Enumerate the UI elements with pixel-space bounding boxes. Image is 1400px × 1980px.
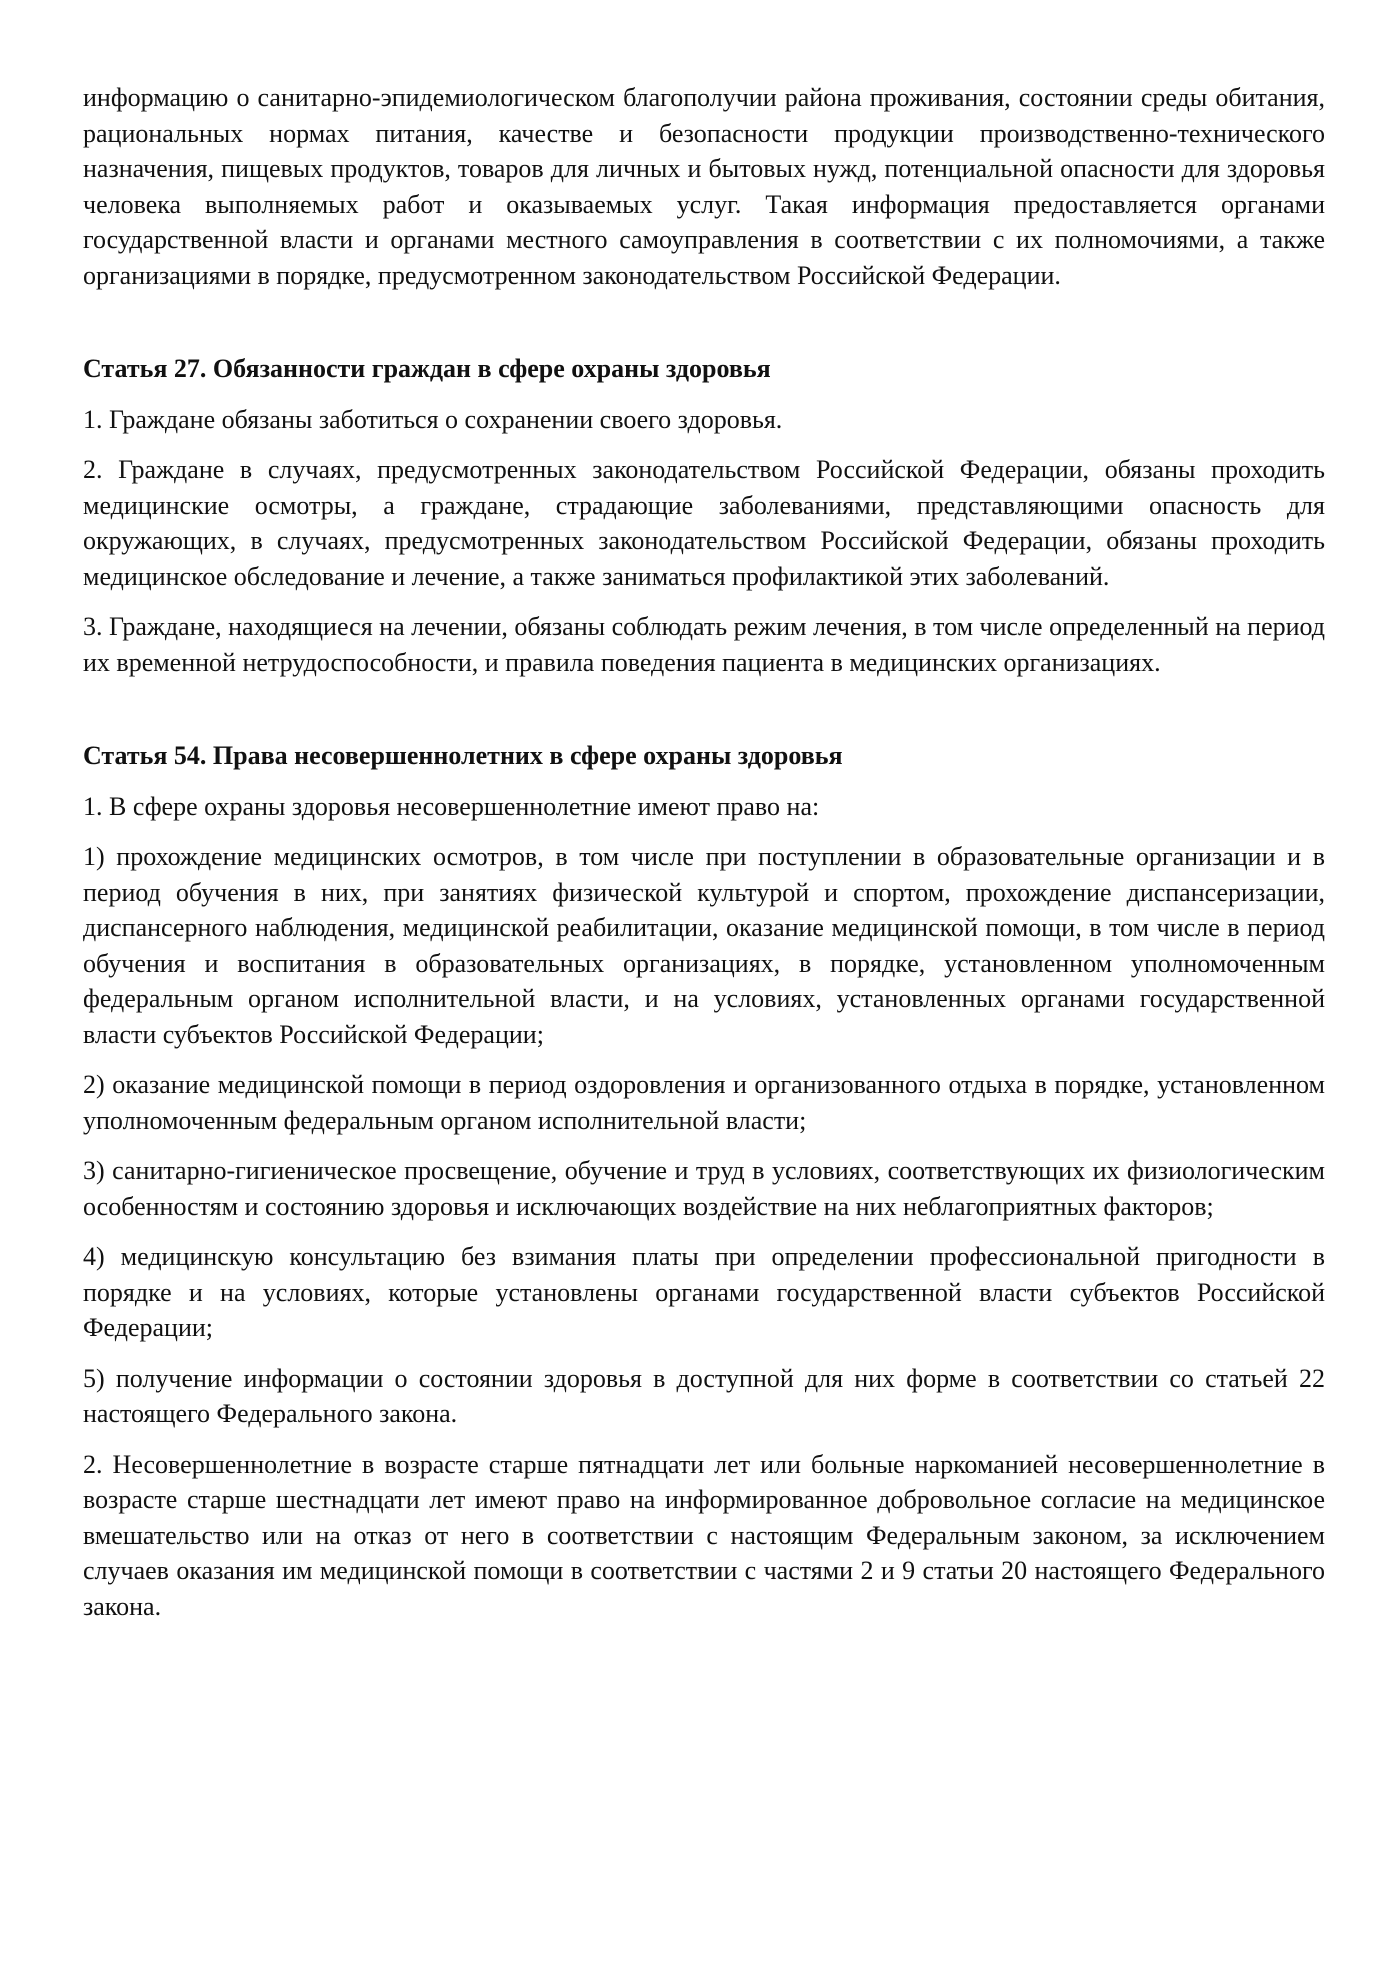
document-page bbox=[83, 80, 1325, 1639]
article-54-paragraph: 1. В сфере охраны здоровья несовершеннолетние имеют право на: bbox=[83, 791, 820, 821]
article-54-list-item: 2) оказание медицинской помощи в период оздоровления и организованного отдыха в порядке, установленном уполномоченным федеральным органом исполнительной власти; bbox=[83, 1070, 1325, 1135]
article-27-paragraph: 2. Граждане в случаях, предусмотренных законодательством Российской Федерации, обязаны проходить медицинские осмотры, а граждане, страдающие заболеваниями, представляющими опасность для окружающих, в случаях, предусмотренных законодательством Российской Федерации, обязаны проходить медицинское обследование и лечение, а также заниматься профилактикой этих заболеваний. bbox=[83, 455, 1325, 591]
article-54 bbox=[83, 738, 1325, 1624]
article-27-paragraph: 1. Граждане обязаны заботиться о сохранении своего здоровья. bbox=[83, 404, 783, 434]
article-27-paragraph: 3. Граждане, находящиеся на лечении, обязаны соблюдать режим лечения, в том числе определенный на период их временной нетрудоспособности, и правила поведения пациента в медицинских организациях. bbox=[83, 612, 1325, 677]
article-54-list-item: 1) прохождение медицинских осмотров, в том числе при поступлении в образовательные организации и в период обучения в них, при занятиях физической культурой и спортом, прохождение диспансеризации, диспансерного наблюдения, медицинской реабилитации, оказание медицинской помощи, в том числе в период обучения и воспитания в образовательных организациях, в порядке, установленном уполномоченным федеральным органом исполнительной власти, и на условиях, установленных органами государственной власти субъектов Российской Федерации; bbox=[83, 842, 1325, 1049]
article-54-list-item: 5) получение информации о состоянии здоровья в доступной для них форме в соответствии со статьей 22 настоящего Федерального закона. bbox=[83, 1363, 1325, 1428]
article-27 bbox=[83, 351, 1325, 680]
article-54-heading: Статья 54. Права несовершеннолетних в сфере охраны здоровья bbox=[83, 741, 843, 770]
article-54-list-item: 3) санитарно-гигиеническое просвещение, обучение и труд в условиях, соответствующих их физиологическим особенностям и состоянию здоровья и исключающих воздействие на них неблагоприятных факторов; bbox=[83, 1156, 1325, 1221]
article-54-list-item: 4) медицинскую консультацию без взимания платы при определении профессиональной пригодности в порядке и на условиях, которые установлены органами государственной власти субъектов Российской Федерации; bbox=[83, 1242, 1325, 1342]
article-54-paragraph: 2. Несовершеннолетние в возрасте старше пятнадцати лет или больные наркоманией несовершеннолетние в возрасте старше шестнадцати лет имеют право на информированное добровольное согласие на медицинское вмешательство или на отказ от него в соответствии с настоящим Федеральным законом, за исключением случаев оказания им медицинской помощи в соответствии с частями 2 и 9 статьи 20 настоящего Федерального закона. bbox=[83, 1449, 1325, 1621]
intro-paragraph: информацию о санитарно-эпидемиологическом благополучии района проживания, состоянии среды обитания, рациональных нормах питания, качестве и безопасности продукции производственно-технического назначения, пищевых продуктов, товаров для личных и бытовых нужд, потенциальной опасности для здоровья человека выполняемых работ и оказываемых услуг. Такая информация предоставляется органами государственной власти и органами местного самоуправления в соответствии с их полномочиями, а также организациями в порядке, предусмотренном законодательством Российской Федерации. bbox=[83, 83, 1325, 290]
article-27-heading: Статья 27. Обязанности граждан в сфере охраны здоровья bbox=[83, 354, 771, 383]
